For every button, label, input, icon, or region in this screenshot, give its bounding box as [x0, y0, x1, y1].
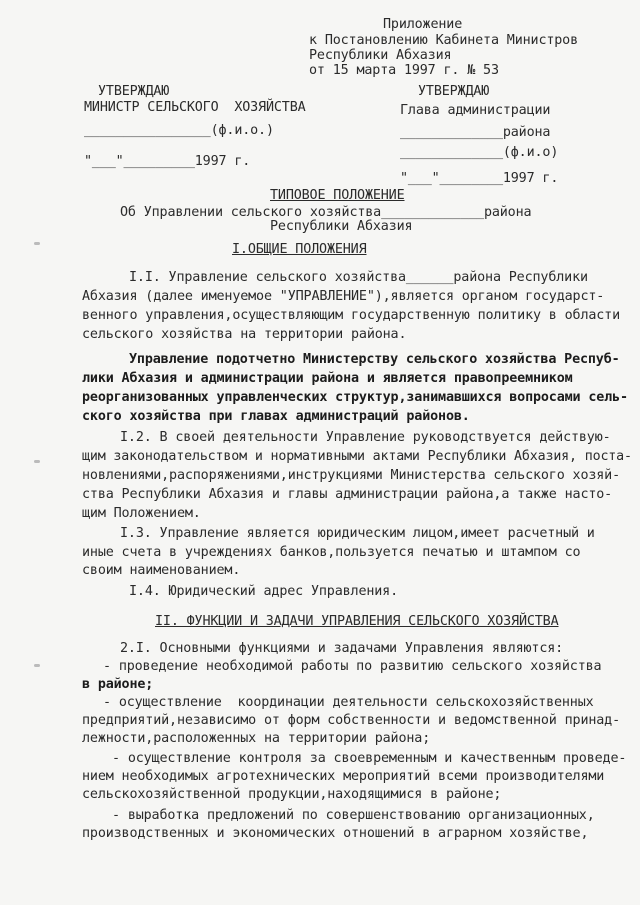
- title-type: ТИПОВОЕ ПОЛОЖЕНИЕ: [270, 188, 405, 203]
- appendix-republic: Республики Абхазия: [309, 48, 452, 63]
- paragraph-line: ства Республики Абхазия и главы администрации района,а также насто-: [82, 487, 613, 502]
- approval-district-line: _____________района: [400, 125, 551, 140]
- paragraph-line: новлениями,распоряжениями,инструкциями Министерства сельского хозяй-: [82, 468, 621, 483]
- binding-hole-mark: [34, 460, 40, 463]
- paragraph-line: 2.I. Основными функциями и задачами Управления являются:: [120, 641, 564, 656]
- approval-position: МИНИСТР СЕЛЬСКОГО ХОЗЯЙСТВА: [84, 100, 306, 115]
- section-heading: II. ФУНКЦИИ И ЗАДАЧИ УПРАВЛЕНИЯ СЕЛЬСКОГО ХОЗЯЙСТВА: [155, 614, 559, 629]
- approval-signature-line: ________________(ф.и.о.): [84, 123, 274, 138]
- paragraph-line: своим наименованием.: [82, 563, 241, 578]
- appendix-title: Приложение: [383, 17, 463, 32]
- paragraph-line: венного управления,осуществляющим государственную политику в области: [82, 308, 621, 323]
- paragraph-line: Управление подотчетно Министерству сельского хозяйства Респуб-: [129, 352, 620, 367]
- binding-hole-mark: [34, 664, 40, 667]
- paragraph-line: I.I. Управление сельского хозяйства______района Республики: [129, 270, 588, 285]
- paragraph-line: лики Абхазия и администрации района и является правопреемником: [82, 371, 573, 386]
- approval-date: "___"________1997 г.: [400, 171, 559, 186]
- appendix-resolution: к Постановлению Кабинета Министров: [309, 33, 579, 48]
- approval-position: Глава администрации: [400, 103, 551, 118]
- list-item-line: - осуществление контроля за своевременным и качественным проведе-: [112, 751, 627, 766]
- paragraph-line: иные счета в учреждениях банков,пользуется печатью и штампом со: [82, 545, 581, 560]
- paragraph-line: щим Положением.: [82, 506, 201, 521]
- approval-heading: УТВЕРЖДАЮ: [418, 84, 490, 99]
- paragraph-line: I.2. В своей деятельности Управление руководствуется действую-: [120, 430, 611, 445]
- paragraph-line: сельского хозяйства на территории района.: [82, 327, 407, 342]
- paragraph-line: реорганизованных управленческих структур,занимавшихся вопросами сель-: [82, 390, 628, 405]
- paragraph-line: I.3. Управление является юридическим лицом,имеет расчетный и: [120, 526, 595, 541]
- section-heading: I.ОБЩИЕ ПОЛОЖЕНИЯ: [232, 242, 367, 257]
- list-item-line: предприятий,независимо от форм собственности и ведомственной принад-: [82, 713, 621, 728]
- approval-heading: УТВЕРЖДАЮ: [98, 84, 170, 99]
- approval-date: "___"_________1997 г.: [84, 154, 251, 169]
- list-item-line: сельскохозяйственной продукции,находящимися в районе;: [82, 787, 502, 802]
- binding-hole-mark: [34, 242, 40, 245]
- approval-signature-line: _____________(ф.и.о): [400, 145, 559, 160]
- list-item-line: производственных и экономических отношений в аграрном хозяйстве,: [82, 826, 589, 841]
- list-item-line: - выработка предложений по совершенствованию организационных,: [112, 808, 595, 823]
- paragraph-line: I.4. Юридический адрес Управления.: [129, 584, 399, 599]
- list-item-line: в районе;: [82, 677, 154, 692]
- list-item-line: нием необходимых агротехнических мероприятий всеми производителями: [82, 769, 605, 784]
- appendix-date: от 15 марта 1997 г. № 53: [309, 63, 499, 78]
- paragraph-line: щим законодательством и нормативными актами Республики Абхазия, поста-: [82, 449, 632, 464]
- paragraph-line: Абхазия (далее именуемое "УПРАВЛЕНИЕ"),является органом государст-: [82, 289, 605, 304]
- title-republic: Республики Абхазия: [270, 219, 413, 234]
- list-item-line: - проведение необходимой работы по развитию сельского хозяйства: [103, 659, 602, 674]
- paragraph-line: ского хозяйства при главах администраций районов.: [82, 409, 470, 424]
- title-subject: Об Управлении сельского хозяйства_____________района: [120, 205, 532, 220]
- list-item-line: лежности,расположенных на территории района;: [82, 731, 431, 746]
- list-item-line: - осуществление координации деятельности сельскохозяйственных: [103, 695, 594, 710]
